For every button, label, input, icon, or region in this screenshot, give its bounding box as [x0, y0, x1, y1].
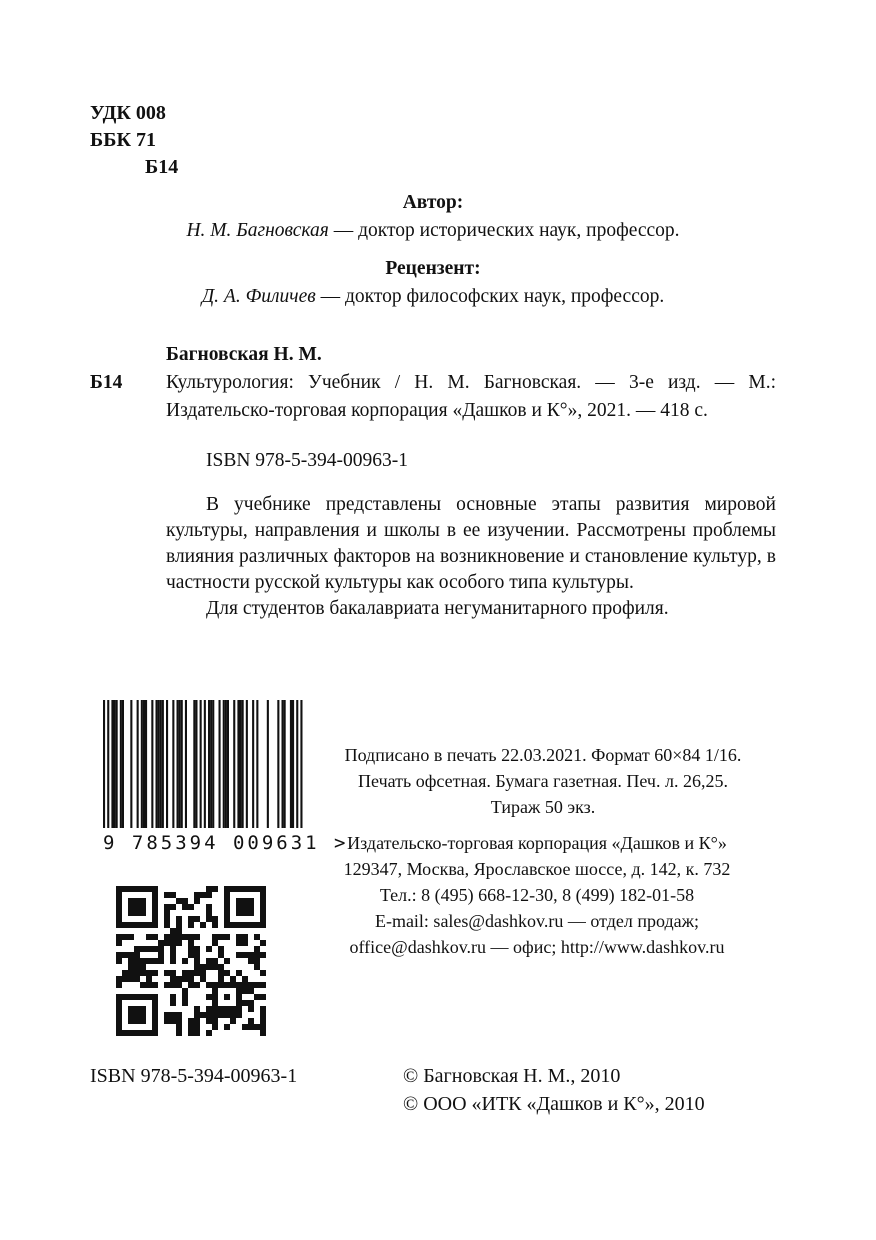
publisher-site: office@dashkov.ru — офис; http://www.dashkov.ru: [349, 937, 725, 957]
udk-code: УДК 008: [90, 102, 166, 124]
footer-isbn: ISBN 978-5-394-00963-1: [90, 1065, 298, 1087]
annotation-paragraph-2: Для студентов бакалавриата негуманитарного профиля.: [206, 598, 669, 619]
author-degree: — доктор исторических наук, профессор.: [328, 220, 680, 241]
print-info-line: Подписано в печать 22.03.2021. Формат 60×84 1/16.: [344, 745, 742, 765]
annotation-paragraph-1: В учебнике представлены основные этапы развития мировой культуры, направления и школы в ее изучении. Рассмотрены проблемы влияния различных факторов на возникновение и становление культур, в частности русской культуры как особого типа культуры.: [166, 494, 776, 593]
copyright-line-2: © ООО «ИТК «Дашков и К°», 2010: [403, 1093, 705, 1115]
catalog-code: Б14: [90, 372, 123, 393]
author-sign-code: Б14: [145, 156, 179, 178]
publisher-address: 129347, Москва, Ярославское шоссе, д. 142, к. 732: [343, 859, 731, 879]
author-line: [90, 217, 776, 245]
publisher-name: Издательско-торговая корпорация «Дашков и К°»: [347, 833, 727, 853]
reviewer-line: [90, 283, 776, 311]
print-info-block: [308, 742, 778, 820]
print-info-line: Тираж 50 экз.: [490, 797, 596, 817]
ean13-barcode-block: [103, 700, 349, 854]
publisher-email: E-mail: sales@dashkov.ru — отдел продаж;: [374, 911, 700, 931]
barcode: [103, 700, 303, 828]
reviewer-section: [90, 255, 776, 311]
publisher-phone: Тел.: 8 (495) 668-12-30, 8 (499) 182-01-58: [379, 885, 695, 905]
barcode-digits: 9 785394 009631 >: [103, 832, 349, 854]
reviewer-name: Д. А. Филичев: [201, 286, 316, 307]
reviewer-heading: Рецензент:: [385, 258, 481, 279]
author-section: [90, 189, 776, 245]
qr-code: [116, 886, 266, 1036]
print-info-line: Печать офсетная. Бумага газетная. Печ. л. 26,25.: [358, 771, 728, 791]
copyright-line-1: © Багновская Н. М., 2010: [403, 1065, 621, 1087]
bbk-code: ББК 71: [90, 129, 156, 151]
publisher-block: [296, 830, 778, 960]
catalog-author: Багновская Н. М.: [166, 344, 322, 365]
copyright-block: [403, 1062, 705, 1118]
reviewer-degree: — доктор философских наук, профессор.: [315, 286, 665, 307]
catalog-entry-row: [90, 369, 776, 425]
author-heading: Автор:: [402, 192, 464, 213]
catalog-card: [90, 341, 776, 622]
author-name: Н. М. Багновская: [186, 220, 329, 241]
catalog-entry: Культурология: Учебник / Н. М. Багновская. — 3-е изд. — М.: Издательско-торговая корпорация «Дашков и К°», 2021. — 418 с.: [166, 372, 776, 421]
classification-codes: [90, 100, 178, 181]
isbn-line: ISBN 978-5-394-00963-1: [206, 450, 409, 471]
